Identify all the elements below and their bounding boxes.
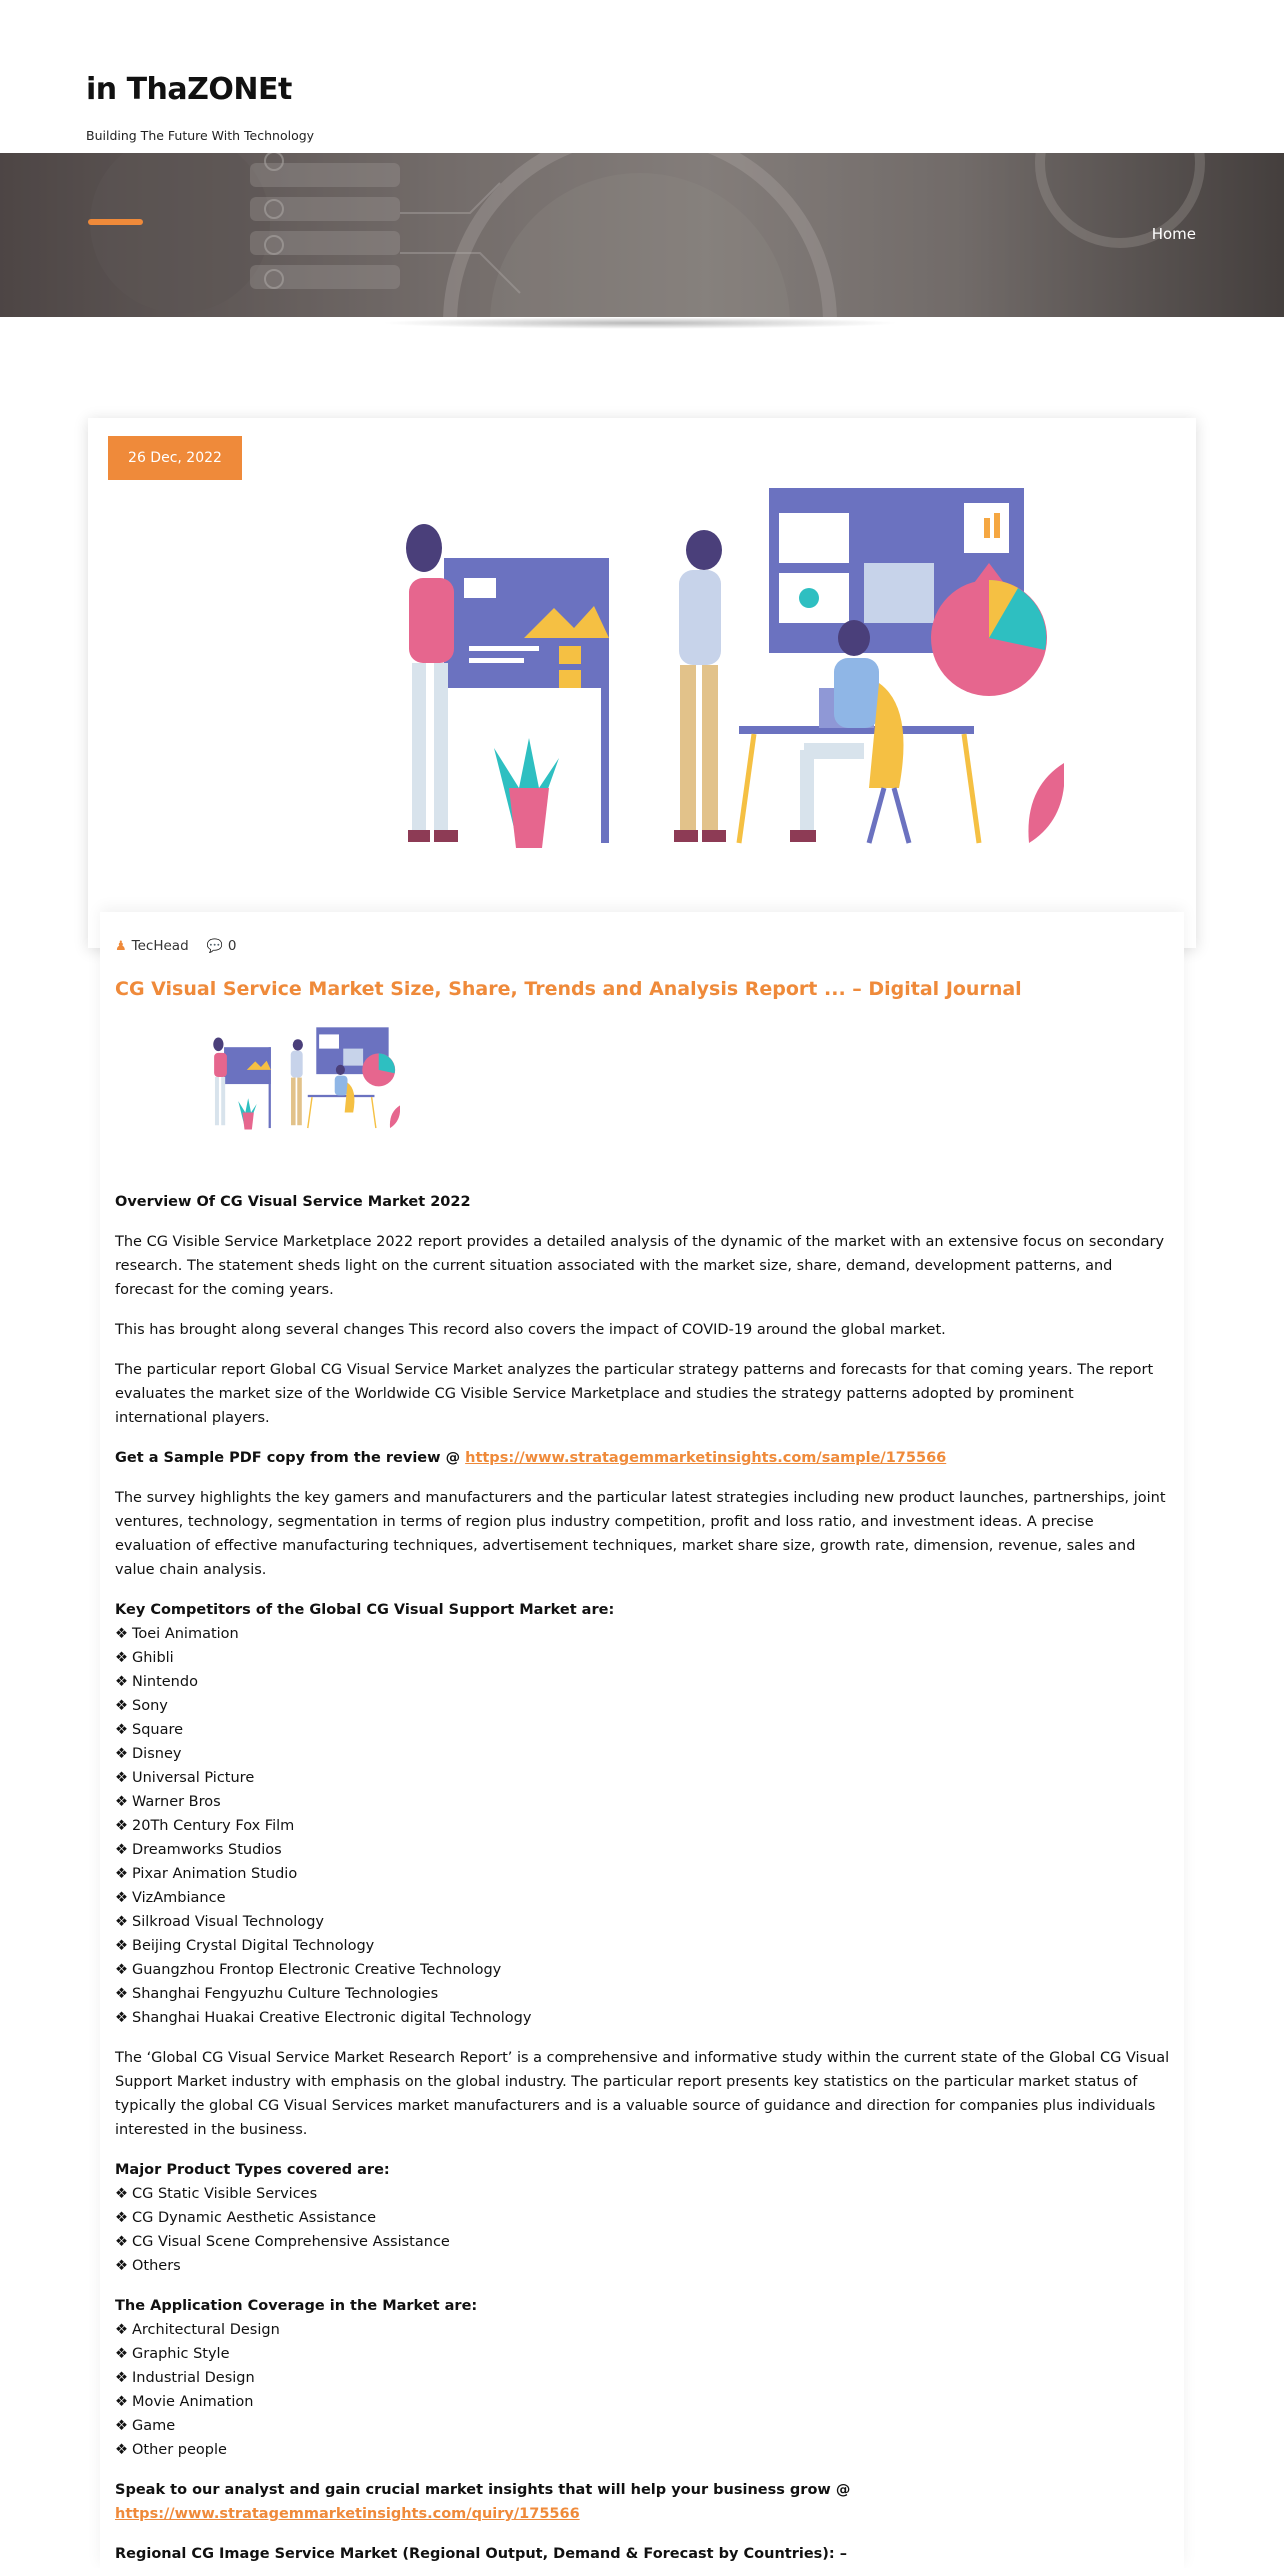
- bullet-icon: ❖: [115, 2346, 128, 2362]
- competitors-label: Beijing Crystal Digital Technology: [132, 1938, 375, 1954]
- analyst-link[interactable]: https://www.stratagemmarketinsights.com/quiry/175566: [115, 2506, 580, 2522]
- product-types-section: [115, 2158, 1170, 2278]
- bullet-icon: ❖: [115, 1794, 128, 1810]
- competitors-label: Dreamworks Studios: [132, 1842, 282, 1858]
- applications-label: Graphic Style: [132, 2346, 230, 2362]
- bullet-icon: ❖: [115, 1698, 128, 1714]
- competitors-section: [115, 1598, 1170, 2030]
- applications-label: Game: [132, 2418, 176, 2434]
- analyst-section: [115, 2478, 1170, 2526]
- applications-label: Other people: [132, 2442, 227, 2458]
- paragraph-5: The ‘Global CG Visual Service Market Research Report’ is a comprehensive and informative study within the current state of the Global CG Visual Support Market industry with emphasis on the global industry. The particular report presents key statistics on the particular market status of typically the global CG Visual Services market manufacturers and is a valuable source of guidance and direction for companies plus individuals interested in the business.: [115, 2050, 1170, 2138]
- paragraph-2: This has brought along several changes This record also covers the impact of COVID-19 around the global market.: [115, 1322, 946, 1338]
- bullet-icon: ❖: [115, 2322, 128, 2338]
- applications-heading: The Application Coverage in the Market are:: [115, 2298, 478, 2314]
- applications-item: [115, 2366, 1170, 2390]
- competitors-label: Ghibli: [132, 1650, 174, 1666]
- banner-shadow: [380, 317, 900, 329]
- bullet-icon: ❖: [115, 1938, 128, 1954]
- applications-item: [115, 2342, 1170, 2366]
- bullet-icon: ❖: [115, 1650, 128, 1666]
- post-author[interactable]: TecHead: [131, 938, 189, 954]
- bullet-icon: ❖: [115, 2258, 128, 2274]
- post-date-badge: 26 Dec, 2022: [108, 436, 242, 480]
- article-content: [115, 1190, 1170, 2566]
- product-types-item: [115, 2230, 1170, 2254]
- banner-overlay: [0, 153, 1284, 317]
- competitors-label: Silkroad Visual Technology: [132, 1914, 324, 1930]
- bullet-icon: ❖: [115, 2186, 128, 2202]
- applications-label: Movie Animation: [132, 2394, 254, 2410]
- competitors-item: [115, 1862, 1170, 1886]
- competitors-item: [115, 1934, 1170, 1958]
- site-title[interactable]: in ThaZONEt: [86, 72, 292, 107]
- competitors-item: [115, 1670, 1170, 1694]
- competitors-label: Sony: [132, 1698, 168, 1714]
- user-icon: ♟: [115, 938, 127, 954]
- analyst-text: Speak to our analyst and gain crucial market insights that will help your business grow @: [115, 2482, 851, 2498]
- banner-accent-bar: [88, 219, 143, 225]
- comment-icon: 💬: [206, 938, 223, 954]
- applications-item: [115, 2318, 1170, 2342]
- competitors-label: Nintendo: [132, 1674, 198, 1690]
- competitors-item: [115, 1622, 1170, 1646]
- competitors-label: Disney: [132, 1746, 182, 1762]
- product-types-item: [115, 2206, 1170, 2230]
- post-thumbnail: [190, 1023, 400, 1148]
- bullet-icon: ❖: [115, 2418, 128, 2434]
- competitors-item: [115, 1694, 1170, 1718]
- bullet-icon: ❖: [115, 2442, 128, 2458]
- site-tagline: Building The Future With Technology: [86, 128, 315, 143]
- featured-post-card: [88, 418, 1196, 948]
- applications-label: Architectural Design: [132, 2322, 280, 2338]
- bullet-icon: ❖: [115, 2370, 128, 2386]
- bullet-icon: ❖: [115, 1626, 128, 1642]
- post-comment-count[interactable]: 0: [227, 938, 237, 954]
- competitors-item: [115, 1718, 1170, 1742]
- competitors-item: [115, 1958, 1170, 1982]
- competitors-label: VizAmbiance: [132, 1890, 226, 1906]
- competitors-label: Shanghai Huakai Creative Electronic digital Technology: [132, 2010, 532, 2026]
- competitors-label: 20Th Century Fox Film: [132, 1818, 295, 1834]
- bullet-icon: ❖: [115, 2210, 128, 2226]
- post-title[interactable]: CG Visual Service Market Size, Share, Trends and Analysis Report ... – Digital Journal: [115, 978, 1022, 1000]
- applications-item: [115, 2438, 1170, 2462]
- competitors-item: [115, 1982, 1170, 2006]
- paragraph-3: The particular report Global CG Visual Service Market analyzes the particular strategy patterns and forecasts for that coming years. The report evaluates the market size of the Worldwide CG Visible Service Marketplace and studies the strategy patterns adopted by prominent international players.: [115, 1362, 1154, 1426]
- competitors-label: Warner Bros: [132, 1794, 221, 1810]
- competitors-item: [115, 2006, 1170, 2030]
- paragraph-4: The survey highlights the key gamers and manufacturers and the particular latest strategies including new product launches, partnerships, joint ventures, technology, segmentation in terms of region plus industry competition, profit and loss ratio, and investment ideas. A precise evaluation of effective manufacturing techniques, advertisement techniques, market share size, growth rate, dimension, revenue, sales and value chain analysis.: [115, 1490, 1166, 1578]
- paragraph-1: The CG Visible Service Marketplace 2022 report provides a detailed analysis of the dynamic of the market with an extensive focus on secondary research. The statement sheds light on the current situation associated with the market size, share, demand, development patterns, and forecast for the coming years.: [115, 1234, 1165, 1298]
- bullet-icon: ❖: [115, 2234, 128, 2250]
- applications-item: [115, 2414, 1170, 2438]
- product-types-label: CG Visual Scene Comprehensive Assistance: [132, 2234, 450, 2250]
- product-types-list: [115, 2182, 1170, 2278]
- product-types-label: CG Static Visible Services: [132, 2186, 318, 2202]
- sample-pdf-line: [115, 1446, 1170, 1470]
- bullet-icon: ❖: [115, 1746, 128, 1762]
- competitors-label: Universal Picture: [132, 1770, 255, 1786]
- product-types-label: Others: [132, 2258, 181, 2274]
- competitors-item: [115, 1742, 1170, 1766]
- applications-section: [115, 2294, 1170, 2462]
- applications-item: [115, 2390, 1170, 2414]
- competitors-item: [115, 1910, 1170, 1934]
- bullet-icon: ❖: [115, 1842, 128, 1858]
- bullet-icon: ❖: [115, 1722, 128, 1738]
- bullet-icon: ❖: [115, 2394, 128, 2410]
- competitors-label: Shanghai Fengyuzhu Culture Technologies: [132, 1986, 439, 2002]
- competitors-list: [115, 1622, 1170, 2030]
- post-meta: [115, 936, 1170, 956]
- article-body: [100, 912, 1184, 2568]
- bullet-icon: ❖: [115, 1890, 128, 1906]
- product-types-item: [115, 2254, 1170, 2278]
- competitors-label: Toei Animation: [132, 1626, 239, 1642]
- bullet-icon: ❖: [115, 1986, 128, 2002]
- competitors-item: [115, 1814, 1170, 1838]
- competitors-item: [115, 1790, 1170, 1814]
- bullet-icon: ❖: [115, 1818, 128, 1834]
- competitors-label: Pixar Animation Studio: [132, 1866, 298, 1882]
- competitors-item: [115, 1838, 1170, 1862]
- bullet-icon: ❖: [115, 1674, 128, 1690]
- applications-label: Industrial Design: [132, 2370, 255, 2386]
- sample-pdf-link[interactable]: https://www.stratagemmarketinsights.com/sample/175566: [465, 1450, 947, 1466]
- sample-pdf-prefix: Get a Sample PDF copy from the review @: [115, 1450, 466, 1466]
- site-header: [0, 0, 1284, 153]
- hero-illustration: [324, 488, 1064, 898]
- competitors-label: Square: [132, 1722, 184, 1738]
- competitors-item: [115, 1646, 1170, 1670]
- product-types-heading: Major Product Types covered are:: [115, 2162, 390, 2178]
- bullet-icon: ❖: [115, 1770, 128, 1786]
- bullet-icon: ❖: [115, 1962, 128, 1978]
- product-types-item: [115, 2182, 1170, 2206]
- header-banner: [0, 153, 1284, 317]
- nav-home-link[interactable]: Home: [1151, 225, 1196, 243]
- applications-list: [115, 2318, 1170, 2462]
- competitors-label: Guangzhou Frontop Electronic Creative Technology: [132, 1962, 502, 1978]
- competitors-item: [115, 1766, 1170, 1790]
- overview-heading: Overview Of CG Visual Service Market 2022: [115, 1194, 471, 1210]
- bullet-icon: ❖: [115, 1866, 128, 1882]
- competitors-item: [115, 1886, 1170, 1910]
- bullet-icon: ❖: [115, 1914, 128, 1930]
- bullet-icon: ❖: [115, 2010, 128, 2026]
- competitors-heading: Key Competitors of the Global CG Visual Support Market are:: [115, 1602, 615, 1618]
- regional-heading: Regional CG Image Service Market (Regional Output, Demand & Forecast by Countries): –: [115, 2546, 848, 2562]
- product-types-label: CG Dynamic Aesthetic Assistance: [132, 2210, 377, 2226]
